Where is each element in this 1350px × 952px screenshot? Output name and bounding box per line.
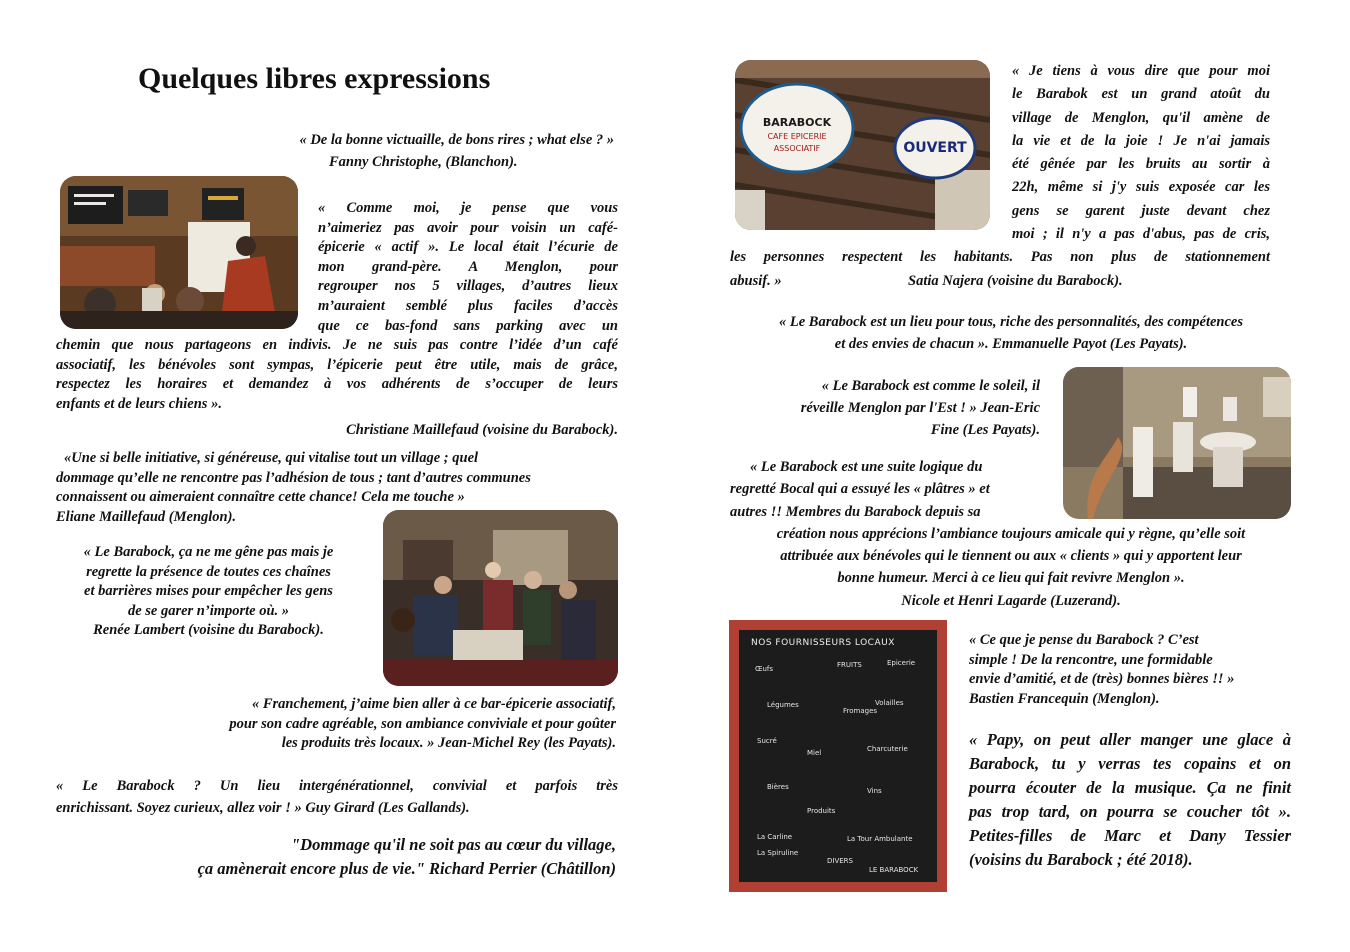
sign-barabock-text: BARABOCK bbox=[762, 116, 832, 129]
page-title: Quelques libres expressions bbox=[138, 62, 491, 95]
quote-jean-eric: « Le Barabock est comme le soleil, il réveille Menglon par l'Est ! » Jean-Eric Fine (Les Payats). bbox=[800, 378, 1040, 438]
quote-bastien: « Ce que je pense du Barabock ? C’est simple ! De la rencontre, une formidable envie d’amitié, et de (très) bonnes bières !! » Bastien Francequin (Menglon). bbox=[969, 632, 1235, 707]
quote-christiane: « Comme moi, je pense que vous n’aimeriez pas avoir pour voisin un café- épicerie « actif ». Le local était l’écurie de mon grand-père. A Menglon, pour regrouper nos 5 villages, d’autres lieux m’auraient semblé plus faciles d’accès que ce bas-fond sans parking avec un chemin que nous partageons en indivis. Je ne suis pas contre l’idée d’un café associatif, les bénévoles sont sympas, l’épicerie peut être utile, mais de grâce, respectez les horaires et demandez à vos adhérents de s’occuper de leurs enfants et de leurs chiens ». bbox=[56, 200, 618, 412]
quote-tessier: « Papy, on peut aller manger une glace à Barabock, tu y verras tes copains et on pourra écouter de la musique. Ça ne finit pas trop tard, on pourra se coucher tôt ». Petites-filles de Marc et Dany Tessier (voisins du Barabock ; été 2018). bbox=[969, 730, 1291, 869]
quote-lagarde: « Le Barabock est une suite logique du regretté Bocal qui a essuyé les « plâtres » et autres !! Membres du Barabock depuis sa création nous apprécions l’ambiance toujours amicale qui y règne, qu’elle soit attribuée aux bénévoles qui le tiennent ou aux « clients » qui y apportent leur bonne humeur. Merci à ce lieu qui fait revivre Menglon ». Nicole et Henri Lagarde (Luzerand). bbox=[730, 459, 1246, 609]
sign-cafe-text: CAFE EPICERIE bbox=[767, 132, 827, 141]
quote-jean-michel: « Franchement, j’aime bien aller à ce bar-épicerie associatif, pour son cadre agréable, son ambiance conviviale et pour goûter les produits très locaux. » Jean-Michel Rey (les Payats). bbox=[229, 696, 616, 752]
quote-satia: « Je tiens à vous dire que pour moi le Barabok est un grand atoût du village de Menglon, qu'il amène de la vie et de la joie ! Je n'ai jamais été gênée par les bruits au sortir à 22h, même si j'y suis exposée car les gens se garent juste devant chez moi ; il n'y a pas d'abus, pas de cris, les personnes respectent les habitants. Pas non plus de stationnement abusif. » Satia Najera (voisine du Barabock). bbox=[730, 63, 1270, 289]
suppliers-chalkboard-photo: NOS FOURNISSEURS LOCAUX Œufs FRUITS Epicerie Légumes Fromages Volailles Sucré Miel Charcuterie Bières Vins Produits La Carline La Spiruline La Tour Ambulante DIVERS LE BARABOCK bbox=[729, 620, 947, 892]
quote-christiane-author: Christiane Maillefaud (voisine du Barabock). bbox=[346, 422, 618, 438]
quote-renee: « Le Barabock, ça ne me gêne pas mais je regrette la présence de toutes ces chaînes et barrières mises pour empêcher les gens de se garer n’importe où. » Renée Lambert (voisine du Barabock). bbox=[83, 544, 334, 639]
quote-fanny-author: Fanny Christophe, (Blanchon). bbox=[329, 154, 518, 170]
quote-fanny: « De la bonne victuaille, de bons rires ; what else ? » bbox=[299, 132, 614, 148]
quote-emmanuelle: « Le Barabock est un lieu pour tous, riche des personnalités, des compétences et des envies de chacun ». Emmanuelle Payot (Les Payats). bbox=[779, 314, 1243, 352]
board-footer: LE BARABOCK bbox=[869, 866, 919, 874]
board-header: NOS FOURNISSEURS LOCAUX bbox=[751, 638, 895, 648]
quote-eliane: «Une si belle initiative, si généreuse, qui vitalise tout un village ; quel dommage qu’elle ne rencontre pas l’adhésion de tous ; tant d’autres communes connaissent ou aimeraient connaître cette chance! Cela me touche » Eliane Maillefaud (Menglon). bbox=[56, 450, 531, 525]
sign-ouvert-text: OUVERT bbox=[903, 140, 967, 156]
quote-guy: « Le Barabock ? Un lieu intergénérationnel, convivial et parfois très enrichissant. Soyez curieux, allez voir ! » Guy Girard (Les Gallands). bbox=[56, 778, 618, 816]
gathering-photo bbox=[383, 510, 618, 686]
quote-richard: "Dommage qu'il ne soit pas au cœur du village, ça amènerait encore plus de vie." Richard Perrier (Châtillon) bbox=[197, 835, 616, 878]
sign-associatif-text: ASSOCIATIF bbox=[773, 144, 821, 153]
